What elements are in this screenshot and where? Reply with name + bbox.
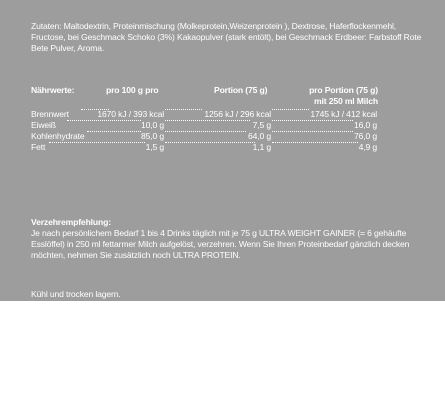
value-per-100g: 1670 kJ / 393 kcal xyxy=(97,109,164,119)
value-per-portion-milk: 4,9 g xyxy=(358,142,377,152)
nutrition-row-protein xyxy=(31,120,381,131)
nutrient-name: Kohlenhydrate xyxy=(31,131,85,141)
value-per-portion: 7,5 g xyxy=(252,120,271,130)
nutrient-name: Brennwert xyxy=(31,109,69,119)
nutrient-name: Eiweiß xyxy=(31,120,56,130)
usage-text: Je nach persönlichem Bedarf 1 bis 4 Drinks täglich mit je 75 g ULTRA WEIGHT GAINER (= 6 gehäufte Esslöffel) in 250 ml fettarmer Milch aufgelöst, verzehren. Wenn Sie Ihren Proteinbedarf gänzlich decken möchten, nehmen Sie zusätzlich noch ULTRA PROTEIN. xyxy=(31,228,410,260)
value-per-portion-milk: 16,0 g xyxy=(354,120,377,130)
nutrition-row-energy xyxy=(31,109,381,120)
value-per-100g: 10,0 g xyxy=(141,120,164,130)
value-per-portion-milk: 1745 kJ / 412 kcal xyxy=(310,109,377,119)
nutrition-row-fat xyxy=(31,142,381,153)
nutrition-row-carbohydrates xyxy=(31,131,381,142)
nutrient-name: Fett xyxy=(31,142,46,152)
value-per-100g: 85,0 g xyxy=(141,131,164,141)
column-header-portion: Portion (75 g) xyxy=(214,85,268,95)
nutrition-title: Nährwerte: xyxy=(31,85,75,95)
value-per-portion: 1,1 g xyxy=(252,142,271,152)
storage-note: Kühl und trocken lagern. xyxy=(31,289,121,299)
column-header-per-100g: pro 100 g pro xyxy=(106,85,159,95)
column-header-portion-milk-line1: pro Portion (75 g) xyxy=(309,85,378,95)
usage-heading: Verzehrempfehlung: xyxy=(31,217,111,227)
value-per-portion: 1256 kJ / 296 kcal xyxy=(204,109,271,119)
nutrition-table xyxy=(31,85,381,153)
value-per-portion-milk: 76,0 g xyxy=(354,131,377,141)
value-per-portion: 64,0 g xyxy=(248,131,271,141)
usage-recommendation xyxy=(31,217,431,261)
column-header-portion-milk xyxy=(248,85,378,107)
column-header-portion-milk-line2: mit 250 ml Milch xyxy=(314,96,378,106)
value-per-100g: 1,5 g xyxy=(145,142,164,152)
nutrition-header xyxy=(31,85,381,109)
ingredients-text: Zutaten: Maltodextrin, Proteinmischung (Molkeprotein,Weizenprotein ), Dextrose, Haferflockenmehl, Fructose, bei Geschmack Schoko (3%) Kakaopulver (stark entölt), bei Geschmack Erdbeer: Farbstoff Rote Bete Pulver, Aroma. xyxy=(31,21,422,53)
